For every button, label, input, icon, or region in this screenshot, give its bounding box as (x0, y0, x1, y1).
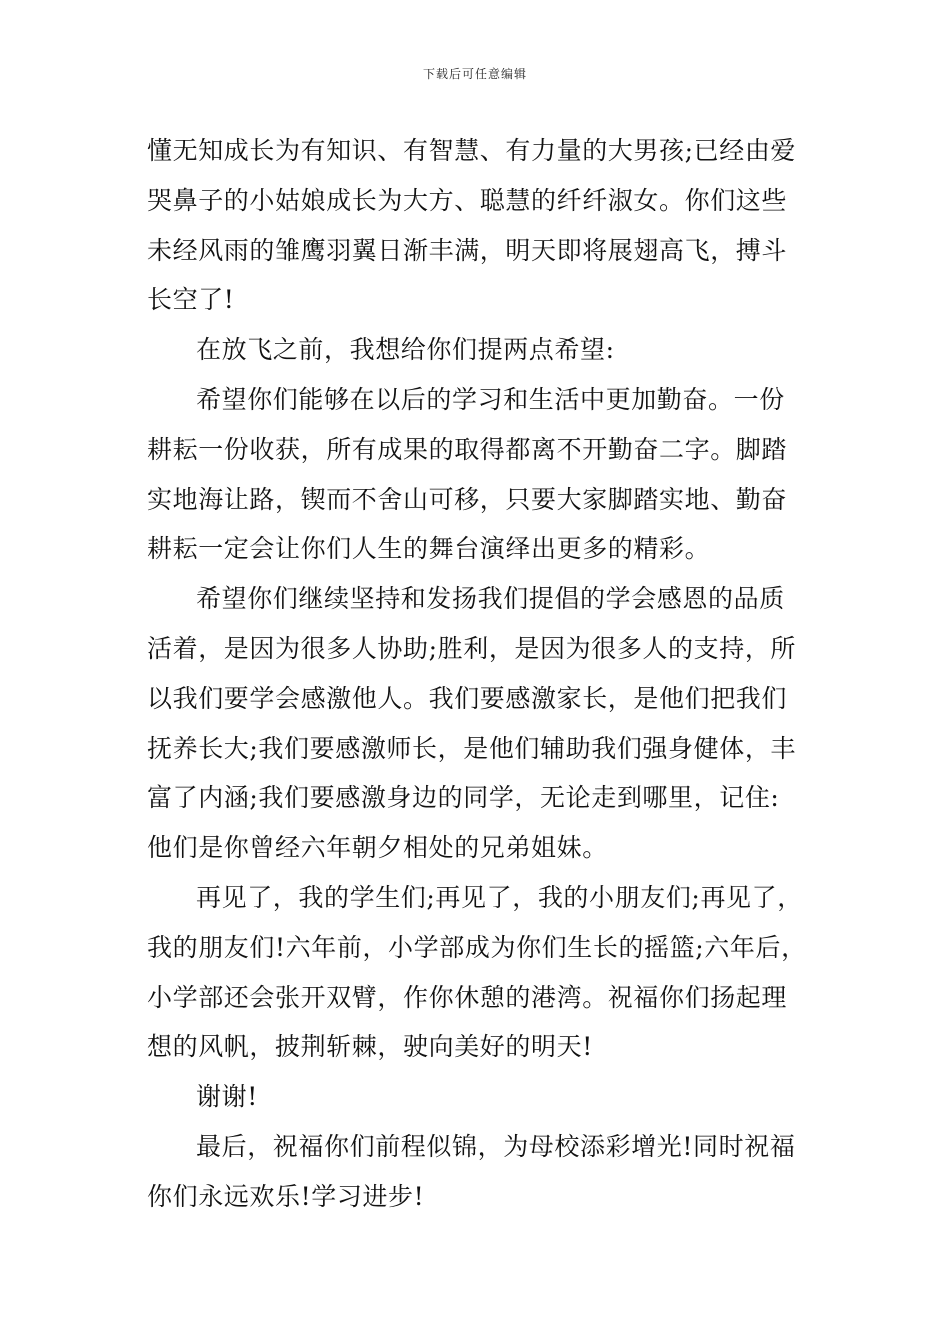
text-line: 想的风帆，披荆斩棘，驶向美好的明天! (147, 1032, 593, 1062)
page-header: 下载后可任意编辑 (422, 67, 527, 81)
text-line: 以我们要学会感激他人。我们要感激家长，是他们把我们 (147, 683, 788, 713)
text-line: 你们永远欢乐!学习进步! (147, 1181, 425, 1211)
text-line: 耕耘一定会让你们人生的舞台演绎出更多的精彩。 (147, 534, 711, 564)
text-line: 我的朋友们!六年前，小学部成为你们生长的摇篮;六年后， (147, 932, 807, 962)
text-line: 未经风雨的雏鹰羽翼日渐丰满，明天即将展翅高飞，搏斗 (147, 235, 788, 265)
text-line: 实地海让路，锲而不舍山可移，只要大家脚踏实地、勤奋 (147, 484, 788, 514)
text-line: 抚养长大;我们要感激师长，是他们辅助我们强身健体，丰 (147, 733, 797, 763)
text-line: 长空了! (147, 285, 235, 315)
text-line: 最后，祝福你们前程似锦，为母校添彩增光!同时祝福 (196, 1131, 796, 1161)
text-line: 活着，是因为很多人协助;胜利，是因为很多人的支持，所 (147, 633, 797, 663)
text-line: 再见了，我的学生们;再见了，我的小朋友们;再见了， (196, 882, 803, 912)
text-line: 他们是你曾经六年朝夕相处的兄弟姐妹。 (147, 833, 608, 863)
text-line: 耕耘一份收获，所有成果的取得都离不开勤奋二字。脚踏 (147, 434, 788, 464)
text-line: 懂无知成长为有知识、有智慧、有力量的大男孩;已经由爱 (147, 136, 797, 165)
text-line: 谢谢! (196, 1082, 258, 1112)
document-body (147, 126, 817, 1222)
text-line: 希望你们继续坚持和发扬我们提倡的学会感恩的品质 (196, 584, 785, 614)
text-line: 小学部还会张开双臂，作你休憩的港湾。祝福你们扬起理 (147, 982, 788, 1012)
text-line: 希望你们能够在以后的学习和生活中更加勤奋。一份 (196, 384, 785, 414)
text-line: 富了内涵;我们要感激身边的同学，无论走到哪里，记住: (147, 783, 780, 813)
text-line: 在放飞之前，我想给你们提两点希望: (196, 335, 615, 365)
text-line: 哭鼻子的小姑娘成长为大方、聪慧的纤纤淑女。你们这些 (147, 185, 788, 215)
